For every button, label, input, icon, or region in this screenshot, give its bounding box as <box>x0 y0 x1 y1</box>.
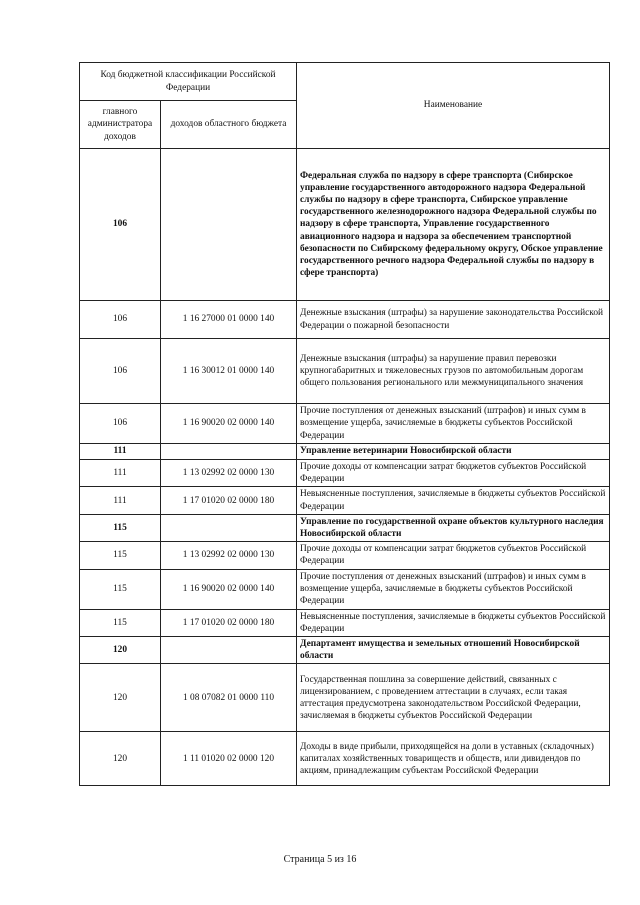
header-income: доходов областного бюджета <box>161 101 297 149</box>
income-code-cell: 1 13 02992 02 0000 130 <box>161 542 297 569</box>
admin-code-cell: 106 <box>80 301 161 339</box>
table-row <box>80 339 610 404</box>
table-row <box>80 149 610 301</box>
header-name: Наименование <box>297 63 610 149</box>
table-row <box>80 514 610 541</box>
header-row-1 <box>80 63 610 101</box>
income-code-cell <box>161 637 297 664</box>
income-code-cell: 1 16 27000 01 0000 140 <box>161 301 297 339</box>
income-name-cell: Прочие доходы от компенсации затрат бюджетов субъектов Российской Федерации <box>297 460 610 487</box>
table-row <box>80 301 610 339</box>
admin-code-cell: 115 <box>80 569 161 609</box>
income-name-cell: Управление ветеринарии Новосибирской области <box>297 444 610 460</box>
table-row <box>80 664 610 732</box>
admin-code-cell: 106 <box>80 339 161 404</box>
table-row <box>80 460 610 487</box>
income-code-cell: 1 16 30012 01 0000 140 <box>161 339 297 404</box>
table-row <box>80 487 610 514</box>
admin-code-cell: 115 <box>80 542 161 569</box>
income-code-cell: 1 13 02992 02 0000 130 <box>161 460 297 487</box>
income-name-cell: Департамент имущества и земельных отношений Новосибирской области <box>297 637 610 664</box>
income-name-cell: Невыясненные поступления, зачисляемые в бюджеты субъектов Российской Федерации <box>297 487 610 514</box>
table-row <box>80 542 610 569</box>
income-code-cell: 1 17 01020 02 0000 180 <box>161 487 297 514</box>
income-name-cell: Прочие доходы от компенсации затрат бюджетов субъектов Российской Федерации <box>297 542 610 569</box>
admin-code-cell: 120 <box>80 637 161 664</box>
table-row <box>80 444 610 460</box>
income-name-cell: Управление по государственной охране объектов культурного наследия Новосибирской области <box>297 514 610 541</box>
admin-code-cell: 120 <box>80 664 161 732</box>
header-code-group: Код бюджетной классификации Российской Федерации <box>80 63 297 101</box>
income-code-cell <box>161 514 297 541</box>
income-name-cell: Государственная пошлина за совершение действий, связанных с лицензированием, с проведением аттестации в случаях, если такая аттестация предусмотрена законодательством Российской Федерации, зачисляемая в бюджеты субъектов Российской Федерации <box>297 664 610 732</box>
page-number: Страница 5 из 16 <box>283 854 357 865</box>
income-name-cell: Невыясненные поступления, зачисляемые в бюджеты субъектов Российской Федерации <box>297 609 610 636</box>
income-name-cell: Федеральная служба по надзору в сфере транспорта (Сибирское управление государственного автодорожного надзора Федеральной службы по надзору в сфере транспорта, Сибирское управление государственного железнодорожного надзора Федеральной службы по надзору в сфере транспорта, Управление государственного авиационного надзора и надзора за обеспечением транспортной безопасности по Сибирскому федеральному округу, Обское управление государственного речного надзора Федеральной службы по надзору в сфере транспорта) <box>297 149 610 301</box>
admin-code-cell: 115 <box>80 609 161 636</box>
admin-code-cell: 106 <box>80 404 161 444</box>
admin-code-cell: 111 <box>80 487 161 514</box>
income-name-cell: Денежные взыскания (штрафы) за нарушение законодательства Российской Федерации о пожарной безопасности <box>297 301 610 339</box>
income-code-cell: 1 16 90020 02 0000 140 <box>161 569 297 609</box>
income-code-cell <box>161 149 297 301</box>
header-admin: главного администратора доходов <box>80 101 161 149</box>
table-row <box>80 404 610 444</box>
table-row <box>80 637 610 664</box>
admin-code-cell: 111 <box>80 444 161 460</box>
income-code-cell: 1 08 07082 01 0000 110 <box>161 664 297 732</box>
income-code-cell <box>161 444 297 460</box>
admin-code-cell: 111 <box>80 460 161 487</box>
income-code-cell: 1 11 01020 02 0000 120 <box>161 732 297 786</box>
table-body <box>80 63 610 786</box>
table-row <box>80 732 610 786</box>
income-name-cell: Денежные взыскания (штрафы) за нарушение правил перевозки крупногабаритных и тяжеловесных грузов по автомобильным дорогам общего пользования регионального или межмуниципального значения <box>297 339 610 404</box>
admin-code-cell: 115 <box>80 514 161 541</box>
admin-code-cell: 106 <box>80 149 161 301</box>
admin-code-cell: 120 <box>80 732 161 786</box>
income-code-cell: 1 17 01020 02 0000 180 <box>161 609 297 636</box>
income-name-cell: Прочие поступления от денежных взысканий (штрафов) и иных сумм в возмещение ущерба, зачисляемые в бюджеты субъектов Российской Федерации <box>297 569 610 609</box>
table-row <box>80 569 610 609</box>
income-name-cell: Доходы в виде прибыли, приходящейся на доли в уставных (складочных) капиталах хозяйственных товариществ и обществ, или дивидендов по акциям, принадлежащим субъектам Российской Федерации <box>297 732 610 786</box>
budget-classification-table <box>79 62 610 786</box>
income-name-cell: Прочие поступления от денежных взысканий (штрафов) и иных сумм в возмещение ущерба, зачисляемые в бюджеты субъектов Российской Федерации <box>297 404 610 444</box>
table-row <box>80 609 610 636</box>
income-code-cell: 1 16 90020 02 0000 140 <box>161 404 297 444</box>
